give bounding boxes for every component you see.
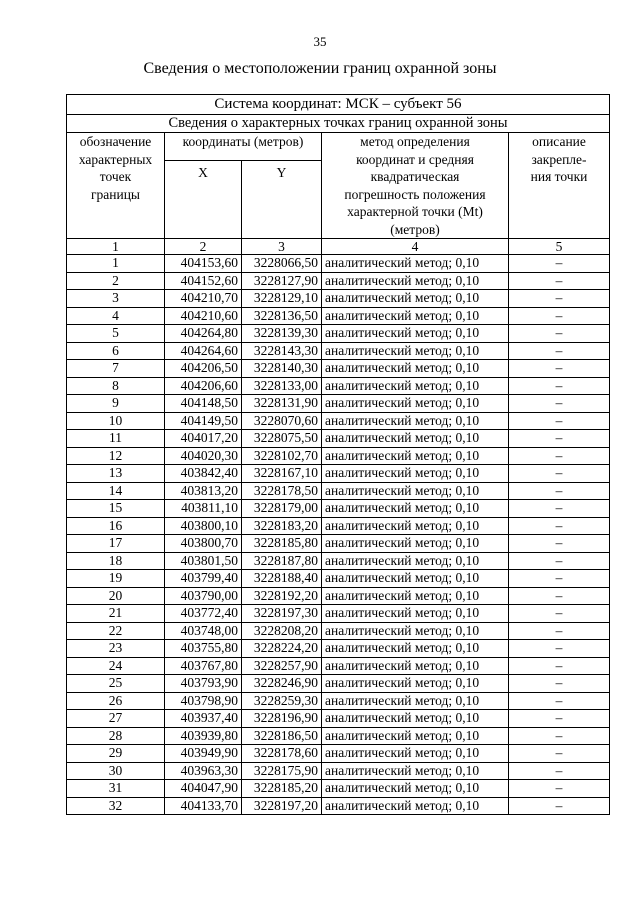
table-body — [67, 255, 610, 815]
cell-description: – — [509, 535, 610, 553]
cell-y: 3228075,50 — [242, 430, 322, 448]
cell-point-number: 24 — [67, 657, 165, 675]
cell-method: аналитический метод; 0,10 — [322, 587, 509, 605]
cell-x: 403963,30 — [165, 762, 242, 780]
cell-x: 403798,90 — [165, 692, 242, 710]
cell-method: аналитический метод; 0,10 — [322, 710, 509, 728]
cell-description: – — [509, 377, 610, 395]
cell-description: – — [509, 762, 610, 780]
cell-method: аналитический метод; 0,10 — [322, 447, 509, 465]
table-row — [67, 465, 610, 483]
header-method-line: (метров) — [390, 221, 440, 237]
cell-x: 404153,60 — [165, 255, 242, 273]
cell-point-number: 26 — [67, 692, 165, 710]
table-row — [67, 552, 610, 570]
cell-method: аналитический метод; 0,10 — [322, 675, 509, 693]
header-method-line: квадратическая — [370, 169, 460, 184]
cell-y: 3228224,20 — [242, 640, 322, 658]
cell-x: 404206,60 — [165, 377, 242, 395]
cell-y: 3228133,00 — [242, 377, 322, 395]
cell-x: 404017,20 — [165, 430, 242, 448]
cell-point-number: 27 — [67, 710, 165, 728]
cell-x: 404148,50 — [165, 395, 242, 413]
header-method-line: характерной точки (Mt) — [347, 204, 483, 219]
header-point-line: точек — [99, 169, 132, 184]
cell-y: 3228178,50 — [242, 482, 322, 500]
cell-point-number: 11 — [67, 430, 165, 448]
cell-description: – — [509, 500, 610, 518]
table-row — [67, 535, 610, 553]
header-point-line: обозначение — [79, 134, 152, 149]
cell-description: – — [509, 657, 610, 675]
cell-x: 404210,60 — [165, 307, 242, 325]
cell-description: – — [509, 412, 610, 430]
coordinate-system-row — [67, 95, 610, 115]
header-x: X — [165, 161, 242, 239]
cell-y: 3228259,30 — [242, 692, 322, 710]
cell-point-number: 7 — [67, 360, 165, 378]
cell-y: 3228257,90 — [242, 657, 322, 675]
cell-y: 3228175,90 — [242, 762, 322, 780]
document-title: Сведения о местоположении границ охранной зоны — [143, 60, 497, 77]
cell-method: аналитический метод; 0,10 — [322, 640, 509, 658]
cell-point-number: 2 — [67, 272, 165, 290]
cell-point-number: 5 — [67, 325, 165, 343]
cell-description: – — [509, 710, 610, 728]
cell-x: 403939,80 — [165, 727, 242, 745]
cell-method: аналитический метод; 0,10 — [322, 465, 509, 483]
boundary-points-table — [66, 94, 610, 815]
header-coordinates: координаты (метров) — [165, 133, 322, 161]
cell-x: 403801,50 — [165, 552, 242, 570]
cell-method: аналитический метод; 0,10 — [322, 360, 509, 378]
cell-point-number: 25 — [67, 675, 165, 693]
table-row — [67, 727, 610, 745]
table-row — [67, 780, 610, 798]
cell-method: аналитический метод; 0,10 — [322, 430, 509, 448]
cell-y: 3228070,60 — [242, 412, 322, 430]
cell-x: 403937,40 — [165, 710, 242, 728]
cell-method: аналитический метод; 0,10 — [322, 535, 509, 553]
table-row — [67, 307, 610, 325]
cell-point-number: 21 — [67, 605, 165, 623]
cell-method: аналитический метод; 0,10 — [322, 307, 509, 325]
cell-y: 3228192,20 — [242, 587, 322, 605]
cell-point-number: 23 — [67, 640, 165, 658]
cell-point-number: 29 — [67, 745, 165, 763]
column-number: 5 — [509, 239, 610, 255]
column-number: 4 — [322, 239, 509, 255]
cell-y: 3228102,70 — [242, 447, 322, 465]
cell-x: 404210,70 — [165, 290, 242, 308]
table-row — [67, 482, 610, 500]
header-point-line: границы — [90, 186, 141, 202]
cell-method: аналитический метод; 0,10 — [322, 377, 509, 395]
cell-method: аналитический метод; 0,10 — [322, 290, 509, 308]
table-row — [67, 255, 610, 273]
cell-point-number: 18 — [67, 552, 165, 570]
header-y: Y — [242, 161, 322, 239]
cell-description: – — [509, 255, 610, 273]
table-row — [67, 517, 610, 535]
cell-method: аналитический метод; 0,10 — [322, 412, 509, 430]
header-description — [509, 133, 610, 239]
cell-point-number: 3 — [67, 290, 165, 308]
coordinate-system-label: Система координат: МСК – субъект 56 — [67, 95, 610, 115]
table-row — [67, 762, 610, 780]
cell-method: аналитический метод; 0,10 — [322, 482, 509, 500]
cell-y: 3228197,20 — [242, 797, 322, 815]
table-row — [67, 570, 610, 588]
column-number: 3 — [242, 239, 322, 255]
cell-point-number: 13 — [67, 465, 165, 483]
cell-point-number: 30 — [67, 762, 165, 780]
cell-point-number: 4 — [67, 307, 165, 325]
cell-method: аналитический метод; 0,10 — [322, 517, 509, 535]
cell-point-number: 8 — [67, 377, 165, 395]
cell-y: 3228185,20 — [242, 780, 322, 798]
cell-method: аналитический метод; 0,10 — [322, 797, 509, 815]
cell-x: 403813,20 — [165, 482, 242, 500]
table-row — [67, 605, 610, 623]
cell-description: – — [509, 447, 610, 465]
cell-x: 403748,00 — [165, 622, 242, 640]
cell-method: аналитический метод; 0,10 — [322, 605, 509, 623]
cell-x: 404047,90 — [165, 780, 242, 798]
cell-y: 3228188,40 — [242, 570, 322, 588]
cell-description: – — [509, 797, 610, 815]
table-row — [67, 290, 610, 308]
table-row — [67, 745, 610, 763]
cell-method: аналитический метод; 0,10 — [322, 395, 509, 413]
cell-x: 403772,40 — [165, 605, 242, 623]
header-point-line: характерных — [78, 151, 153, 167]
cell-x: 404264,60 — [165, 342, 242, 360]
cell-x: 403811,10 — [165, 500, 242, 518]
cell-point-number: 20 — [67, 587, 165, 605]
cell-x: 404133,70 — [165, 797, 242, 815]
header-desc-line: закрепле- — [531, 151, 587, 167]
cell-description: – — [509, 360, 610, 378]
cell-x: 403767,80 — [165, 657, 242, 675]
cell-method: аналитический метод; 0,10 — [322, 745, 509, 763]
cell-x: 404149,50 — [165, 412, 242, 430]
header-method-line: метод определения — [360, 134, 470, 149]
table-row — [67, 447, 610, 465]
cell-y: 3228185,80 — [242, 535, 322, 553]
cell-description: – — [509, 552, 610, 570]
cell-y: 3228196,90 — [242, 710, 322, 728]
cell-description: – — [509, 640, 610, 658]
cell-description: – — [509, 587, 610, 605]
table-row — [67, 675, 610, 693]
cell-description: – — [509, 675, 610, 693]
cell-method: аналитический метод; 0,10 — [322, 622, 509, 640]
header-method — [322, 133, 509, 239]
cell-y: 3228136,50 — [242, 307, 322, 325]
header-row-top — [67, 133, 610, 161]
table-row — [67, 587, 610, 605]
cell-description: – — [509, 465, 610, 483]
table-row — [67, 657, 610, 675]
cell-y: 3228127,90 — [242, 272, 322, 290]
cell-method: аналитический метод; 0,10 — [322, 552, 509, 570]
cell-x: 404206,50 — [165, 360, 242, 378]
header-desc-line: ния точки — [530, 169, 588, 184]
cell-y: 3228208,20 — [242, 622, 322, 640]
table-row — [67, 272, 610, 290]
cell-x: 403949,90 — [165, 745, 242, 763]
cell-method: аналитический метод; 0,10 — [322, 255, 509, 273]
cell-method: аналитический метод; 0,10 — [322, 500, 509, 518]
table-row — [67, 430, 610, 448]
cell-point-number: 19 — [67, 570, 165, 588]
table-row — [67, 325, 610, 343]
cell-point-number: 9 — [67, 395, 165, 413]
cell-point-number: 17 — [67, 535, 165, 553]
table-row — [67, 500, 610, 518]
table-row — [67, 360, 610, 378]
header-desc-line: описание — [532, 134, 586, 149]
cell-x: 403800,70 — [165, 535, 242, 553]
cell-point-number: 32 — [67, 797, 165, 815]
cell-point-number: 1 — [67, 255, 165, 273]
cell-point-number: 22 — [67, 622, 165, 640]
cell-x: 404020,30 — [165, 447, 242, 465]
cell-y: 3228143,30 — [242, 342, 322, 360]
cell-y: 3228197,30 — [242, 605, 322, 623]
cell-y: 3228187,80 — [242, 552, 322, 570]
cell-y: 3228183,20 — [242, 517, 322, 535]
cell-description: – — [509, 622, 610, 640]
cell-method: аналитический метод; 0,10 — [322, 780, 509, 798]
cell-point-number: 28 — [67, 727, 165, 745]
cell-point-number: 6 — [67, 342, 165, 360]
cell-x: 403799,40 — [165, 570, 242, 588]
cell-method: аналитический метод; 0,10 — [322, 570, 509, 588]
cell-x: 403790,00 — [165, 587, 242, 605]
cell-description: – — [509, 395, 610, 413]
cell-y: 3228140,30 — [242, 360, 322, 378]
section-title: Сведения о характерных точках границ охранной зоны — [67, 115, 610, 133]
cell-method: аналитический метод; 0,10 — [322, 727, 509, 745]
cell-description: – — [509, 517, 610, 535]
header-method-line: погрешность положения — [344, 186, 486, 202]
cell-method: аналитический метод; 0,10 — [322, 692, 509, 710]
cell-y: 3228131,90 — [242, 395, 322, 413]
cell-description: – — [509, 272, 610, 290]
cell-description: – — [509, 780, 610, 798]
cell-x: 403842,40 — [165, 465, 242, 483]
cell-description: – — [509, 290, 610, 308]
cell-description: – — [509, 342, 610, 360]
cell-y: 3228129,10 — [242, 290, 322, 308]
table-row — [67, 412, 610, 430]
table-row — [67, 622, 610, 640]
table-row — [67, 710, 610, 728]
cell-description: – — [509, 727, 610, 745]
table-row — [67, 640, 610, 658]
column-number-row — [67, 239, 610, 255]
table-row — [67, 377, 610, 395]
cell-point-number: 14 — [67, 482, 165, 500]
cell-method: аналитический метод; 0,10 — [322, 657, 509, 675]
cell-y: 3228179,00 — [242, 500, 322, 518]
cell-description: – — [509, 325, 610, 343]
table-row — [67, 395, 610, 413]
cell-method: аналитический метод; 0,10 — [322, 342, 509, 360]
cell-description: – — [509, 570, 610, 588]
table-row — [67, 342, 610, 360]
cell-method: аналитический метод; 0,10 — [322, 272, 509, 290]
table-row — [67, 797, 610, 815]
cell-x: 404152,60 — [165, 272, 242, 290]
cell-method: аналитический метод; 0,10 — [322, 762, 509, 780]
page-number: 35 — [313, 34, 327, 49]
cell-description: – — [509, 430, 610, 448]
header-point-designation — [67, 133, 165, 239]
cell-y: 3228246,90 — [242, 675, 322, 693]
cell-description: – — [509, 307, 610, 325]
cell-point-number: 12 — [67, 447, 165, 465]
cell-x: 403755,80 — [165, 640, 242, 658]
cell-y: 3228167,10 — [242, 465, 322, 483]
cell-y: 3228139,30 — [242, 325, 322, 343]
table-row — [67, 692, 610, 710]
cell-point-number: 10 — [67, 412, 165, 430]
cell-y: 3228178,60 — [242, 745, 322, 763]
column-number: 1 — [67, 239, 165, 255]
cell-method: аналитический метод; 0,10 — [322, 325, 509, 343]
cell-point-number: 15 — [67, 500, 165, 518]
cell-y: 3228066,50 — [242, 255, 322, 273]
cell-x: 403800,10 — [165, 517, 242, 535]
header-method-line: координат и средняя — [356, 151, 474, 167]
section-title-row — [67, 115, 610, 133]
cell-description: – — [509, 745, 610, 763]
column-number: 2 — [165, 239, 242, 255]
cell-y: 3228186,50 — [242, 727, 322, 745]
cell-point-number: 16 — [67, 517, 165, 535]
cell-description: – — [509, 692, 610, 710]
cell-x: 403793,90 — [165, 675, 242, 693]
cell-description: – — [509, 482, 610, 500]
cell-point-number: 31 — [67, 780, 165, 798]
cell-description: – — [509, 605, 610, 623]
cell-x: 404264,80 — [165, 325, 242, 343]
